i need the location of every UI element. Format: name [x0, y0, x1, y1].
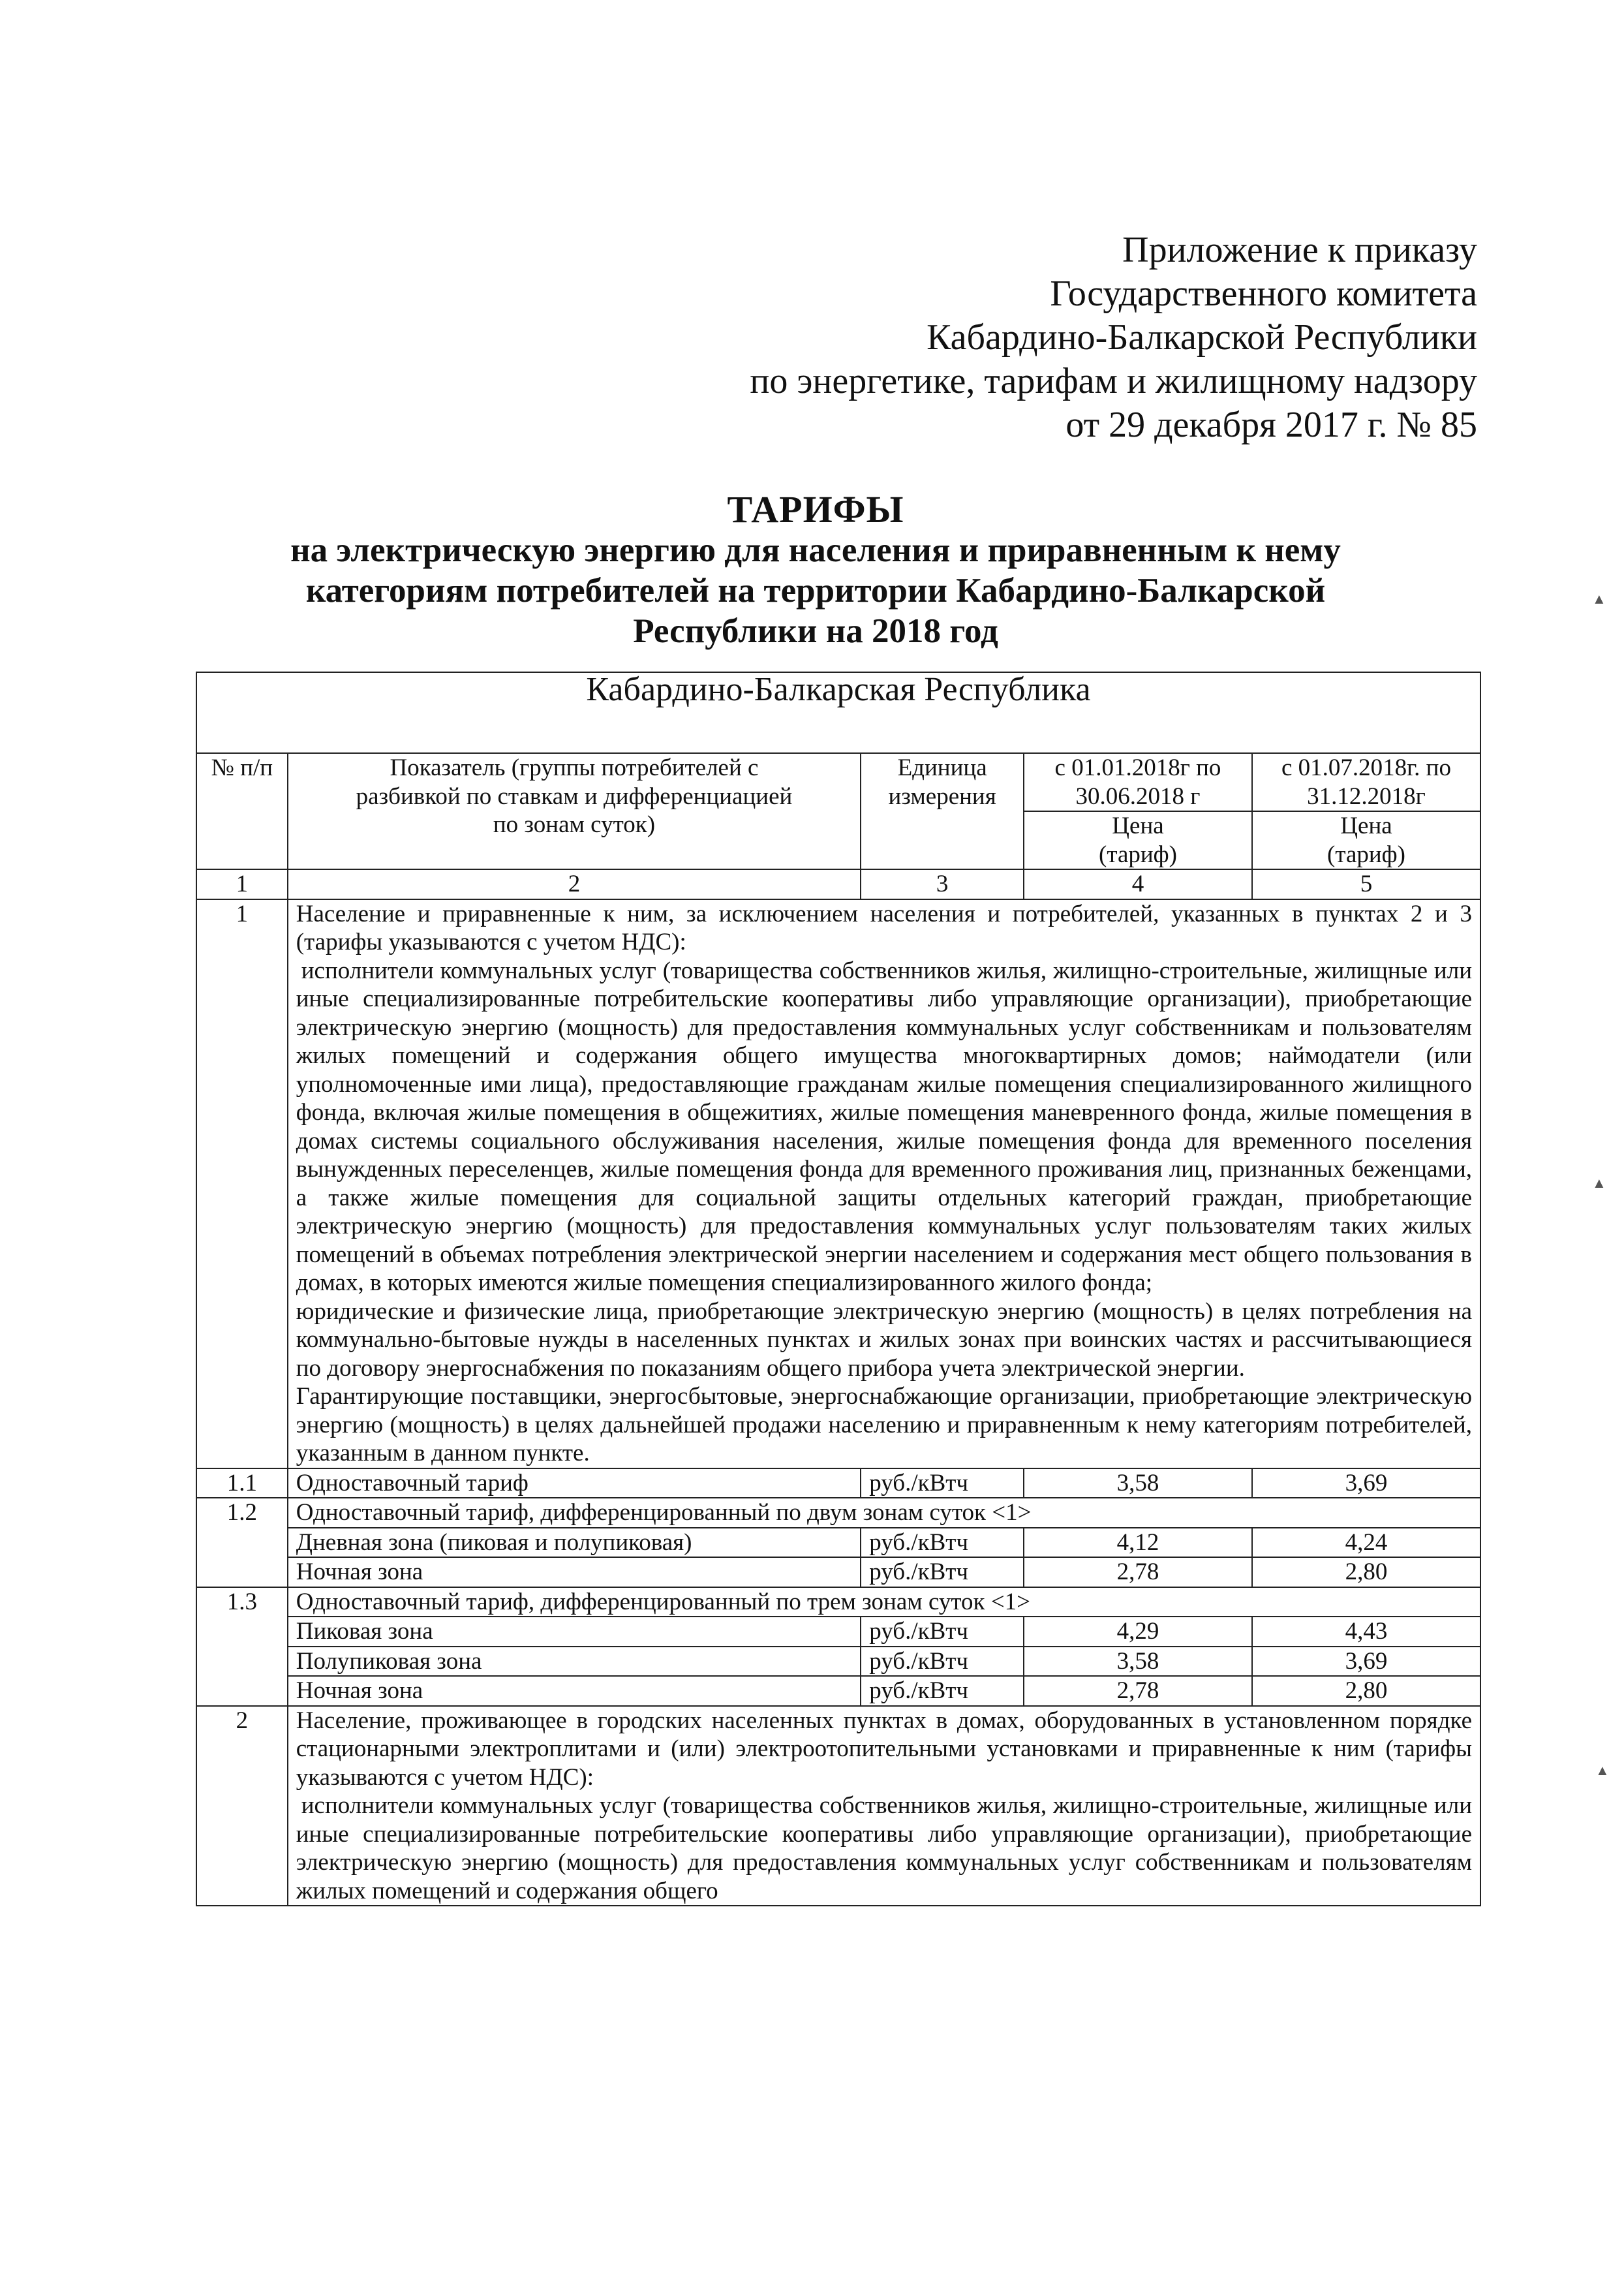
- zone-unit: руб./кВтч: [861, 1676, 1024, 1706]
- col-number: 1: [196, 869, 288, 899]
- paragraph: исполнители коммунальных услуг (товарищества собственников жилья, жилищно-строительные, жилищные или иные специализированные потребительские кооперативы либо управляющие организации), приобретающие электрическую энергию (мощность) для предоставления коммунальных услуг собственникам и пользователям жилых помещений и содержания общего: [296, 1792, 1472, 1904]
- tariff-group-name: Одноставочный тариф, дифференцированный по двум зонам суток <1>: [288, 1498, 1480, 1528]
- section-1-row: [196, 899, 1480, 1468]
- header-period-2: с 01.07.2018г. по 31.12.2018г: [1252, 753, 1480, 811]
- title-main: ТАРИФЫ: [727, 488, 904, 531]
- zone-unit: руб./кВтч: [861, 1617, 1024, 1647]
- zone-value-1: 3,58: [1024, 1647, 1252, 1677]
- row-num: 1.3: [196, 1587, 288, 1706]
- paragraph: исполнители коммунальных услуг (товарищества собственников жилья, жилищно-строительные, жилищные или иные специализированные потребительские кооперативы либо управляющие организации), приобретающие электрическую энергию (мощность) для предоставления коммунальных услуг собственникам и пользователям жилых помещений и содержания общего имущества многоквартирных домов; наймодатели (или уполномоченные ими лица), предоставляющие гражданам жилые помещения специализированного жилищного фонда, включая жилые помещения в общежитиях, жилые помещения маневренного фонда, жилые помещения в домах системы социального обслуживания населения, жилые помещения фонда для временного поселения вынужденных переселенцев, жилые помещения фонда для временного проживания лиц, признанных беженцами, а также жилые помещения для социальной защиты отдельных категорий граждан, приобретающие электрическую энергию (мощность) для предоставления коммунальных услуг пользователям таких жилых помещений в объемах потребления электрической энергии населением и содержания мест общего пользования в домах, в которых имеются жилые помещения специализированного жилого фонда;: [296, 957, 1472, 1296]
- col-number: 5: [1252, 869, 1480, 899]
- region-cell: Кабардино-Балкарская Республика: [196, 672, 1480, 753]
- title-line: категориям потребителей на территории Кабардино-Балкарской: [305, 572, 1326, 610]
- tariff-zone-row: [196, 1647, 1480, 1677]
- header-period-1: с 01.01.2018г по 30.06.2018 г: [1024, 753, 1252, 811]
- row-num: 2: [196, 1706, 288, 1906]
- section-1-description: [288, 899, 1480, 1468]
- zone-unit: руб./кВтч: [861, 1528, 1024, 1558]
- zone-name: Дневная зона (пиковая и полупиковая): [288, 1528, 861, 1558]
- tariff-table: [196, 672, 1481, 1906]
- scan-mark: ▲: [1595, 1762, 1610, 1778]
- header-line: от 29 декабря 2017 г. № 85: [1065, 405, 1477, 445]
- tariff-unit: руб./кВтч: [861, 1468, 1024, 1498]
- section-2-description: [288, 1706, 1480, 1906]
- header-price-1: [1024, 811, 1252, 869]
- document-title: [196, 489, 1435, 651]
- header-num: № п/п: [196, 753, 288, 869]
- paragraph: Население, проживающее в городских населенных пунктах в домах, оборудованных в установленном порядке стационарными электроплитами и (или) электроотопительными установками и приравненные к ним (тарифы указываются с учетом НДС):: [296, 1707, 1472, 1791]
- zone-name: Пиковая зона: [288, 1617, 861, 1647]
- scan-mark: ▲: [1592, 1175, 1606, 1191]
- tariff-group-row: [196, 1498, 1480, 1528]
- price-label: Цена (тариф): [1327, 813, 1405, 868]
- zone-name: Полупиковая зона: [288, 1647, 861, 1677]
- zone-value-1: 4,12: [1024, 1528, 1252, 1558]
- zone-name: Ночная зона: [288, 1676, 861, 1706]
- zone-value-2: 2,80: [1252, 1557, 1480, 1587]
- col-number: 4: [1024, 869, 1252, 899]
- section-2-row: [196, 1706, 1480, 1906]
- title-line: Республики на 2018 год: [633, 612, 998, 650]
- tariff-row: [196, 1468, 1480, 1498]
- paragraph: юридические и физические лица, приобретающие электрическую энергию (мощность) в целях потребления на коммунально-бытовые нужды в населенных пунктах и жилых зонах при воинских частях и рассчитывающиеся по договору энергоснабжения по показаниям общего прибора учета электрической энергии.: [296, 1297, 1472, 1382]
- title-line: на электрическую энергию для населения и приравненным к нему: [290, 531, 1341, 569]
- header-line: Государственного комитета: [1050, 273, 1477, 314]
- header-price-2: [1252, 811, 1480, 869]
- row-num: 1.2: [196, 1498, 288, 1587]
- zone-name: Ночная зона: [288, 1557, 861, 1587]
- header-line: Кабардино-Балкарской Республики: [927, 317, 1477, 358]
- zone-value-2: 4,24: [1252, 1528, 1480, 1558]
- tariff-group-row: [196, 1587, 1480, 1617]
- zone-value-1: 4,29: [1024, 1617, 1252, 1647]
- zone-value-2: 3,69: [1252, 1647, 1480, 1677]
- header-row: [196, 753, 1480, 811]
- header-indicator-text: Показатель (группы потребителей с разбивкой по ставкам и дифференциацией по зонам суток): [356, 754, 793, 838]
- paragraph: Население и приравненные к ним, за исключением населения и потребителей, указанных в пунктах 2 и 3 (тарифы указываются с учетом НДС):: [296, 900, 1472, 955]
- row-num: 1: [196, 899, 288, 1468]
- tariff-zone-row: [196, 1676, 1480, 1706]
- header-line: Приложение к приказу: [1122, 230, 1477, 270]
- tariff-zone-row: [196, 1528, 1480, 1558]
- region-row: [196, 672, 1480, 753]
- tariff-name: Одноставочный тариф: [288, 1468, 861, 1498]
- header-unit: Единица измерения: [861, 753, 1024, 869]
- tariff-zone-row: [196, 1557, 1480, 1587]
- header-indicator: [288, 753, 861, 869]
- row-num: 1.1: [196, 1468, 288, 1498]
- tariff-group-name: Одноставочный тариф, дифференцированный по трем зонам суток <1>: [288, 1587, 1480, 1617]
- header-line: по энергетике, тарифам и жилищному надзору: [750, 361, 1477, 401]
- zone-value-1: 2,78: [1024, 1676, 1252, 1706]
- price-label: Цена (тариф): [1099, 813, 1177, 868]
- col-number: 3: [861, 869, 1024, 899]
- document-header: [750, 228, 1477, 447]
- scan-mark: ▲: [1592, 591, 1606, 607]
- zone-unit: руб./кВтч: [861, 1557, 1024, 1587]
- column-numbers-row: [196, 869, 1480, 899]
- tariff-zone-row: [196, 1617, 1480, 1647]
- zone-value-2: 4,43: [1252, 1617, 1480, 1647]
- zone-value-2: 2,80: [1252, 1676, 1480, 1706]
- col-number: 2: [288, 869, 861, 899]
- paragraph: Гарантирующие поставщики, энергосбытовые, энергоснабжающие организации, приобретающие электрическую энергию (мощность) в целях дальнейшей продажи населению и приравненным к нему категориям потребителей, указанным в данном пункте.: [296, 1383, 1472, 1466]
- tariff-value-2: 3,69: [1252, 1468, 1480, 1498]
- zone-value-1: 2,78: [1024, 1557, 1252, 1587]
- tariff-value-1: 3,58: [1024, 1468, 1252, 1498]
- zone-unit: руб./кВтч: [861, 1647, 1024, 1677]
